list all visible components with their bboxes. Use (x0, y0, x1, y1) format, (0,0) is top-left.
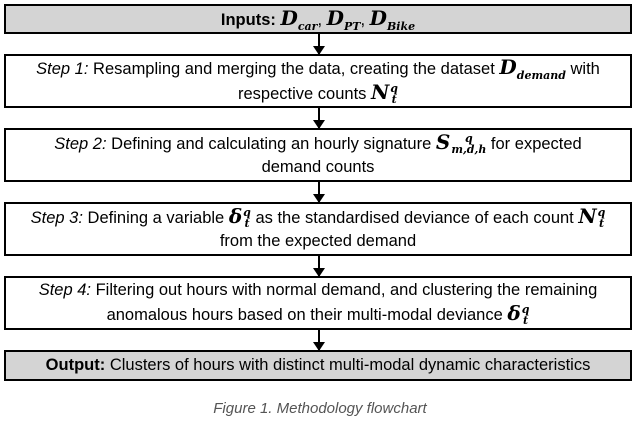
step-4-label: Step 4: (38, 281, 91, 299)
step-1-text-c: respective counts (238, 85, 367, 103)
step-1-text-b: with (570, 60, 600, 78)
step-2-label: Step 2: (54, 135, 107, 153)
flow-arrow-4 (318, 256, 320, 276)
step-4-text-b: anomalous hours based on their multi-modal deviance (106, 306, 503, 324)
flow-arrow-2 (318, 108, 320, 128)
flow-arrow-3 (318, 182, 320, 202)
flow-arrow-1 (318, 34, 320, 54)
step-3-text-b: as the standardised deviance of each count (255, 209, 574, 227)
step-3-math-delta: δ q t (228, 204, 251, 230)
flow-arrow-5 (318, 330, 320, 350)
step-3-text-a: Defining a variable (87, 209, 225, 227)
figure-caption: Figure 1. Methodology flowchart (213, 400, 427, 417)
step-1-math-count: N q t (371, 80, 398, 106)
step-2-box (4, 128, 632, 182)
step-1-math-dataset: $D_{demand}$ (499, 55, 566, 82)
step-3-box (4, 202, 632, 256)
step-2-text-a: Defining and calculating an hourly signature (111, 135, 432, 153)
step-4-text-a: Filtering out hours with normal demand, and clustering the remaining (95, 281, 598, 299)
step-2-math-signature: S q m,d,h (435, 130, 487, 156)
step-3-label: Step 3: (30, 209, 83, 227)
inputs-box: Inputs: $D_{car}$, $D_{PT}$, $D_{Bike}$ (4, 4, 632, 34)
input-var-car: $D_{car}$ (280, 5, 318, 33)
input-var-pt: $D_{PT}$ (326, 5, 361, 33)
step-4-math-delta: δ q t (507, 301, 530, 327)
step-3-math-count: N q t (578, 204, 606, 230)
output-label: Output: (45, 356, 106, 374)
output-box (4, 350, 632, 381)
step-1-box (4, 54, 632, 108)
step-3-text-c: from the expected demand (219, 232, 417, 250)
inputs-label: Inputs: (220, 10, 276, 29)
step-4-box (4, 276, 632, 330)
input-var-bike: $D_{Bike}$ (369, 5, 416, 33)
step-2-text-b: for expected (490, 135, 582, 153)
step-2-text-c: demand counts (261, 158, 375, 176)
output-text: Clusters of hours with distinct multi-modal dynamic characteristics (109, 356, 591, 374)
step-1-text-a: Resampling and merging the data, creating the dataset (93, 60, 495, 78)
step-1-label: Step 1: (36, 60, 89, 78)
